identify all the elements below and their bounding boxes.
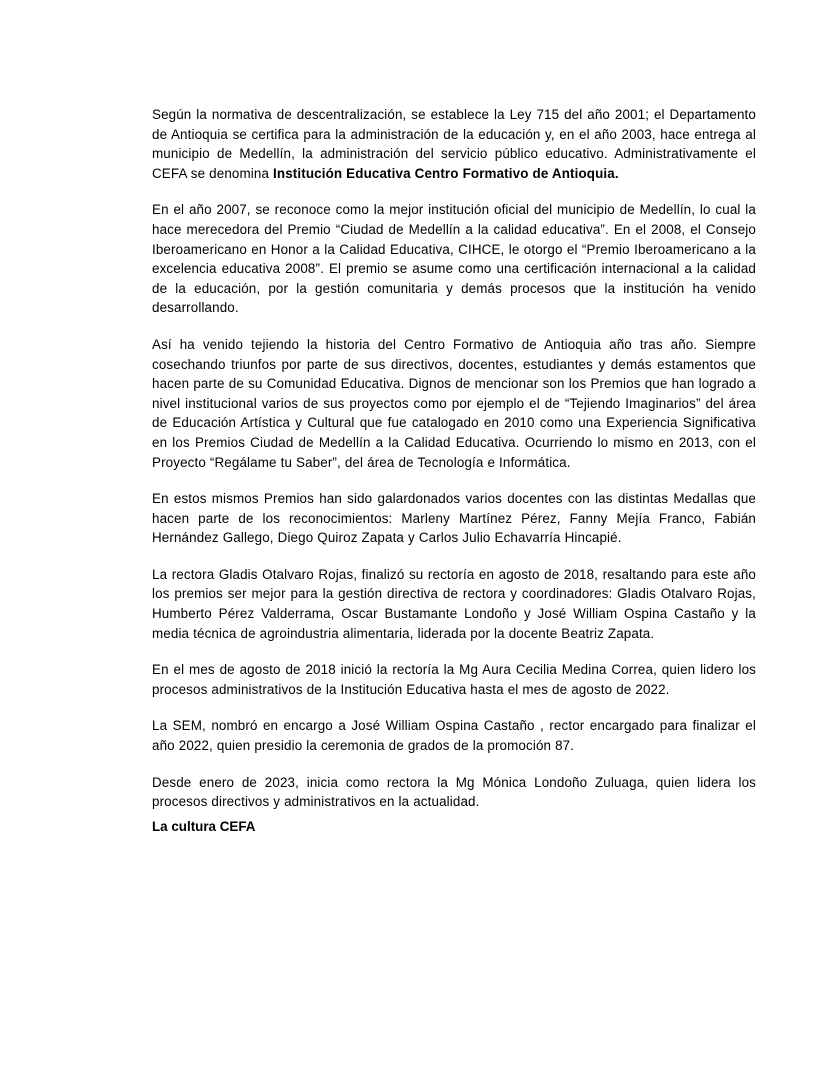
paragraph	[152, 335, 756, 472]
text-run: En el año 2007, se reconoce como la mejor institución oficial del municipio de Medellín, lo cual la hace merecedora del Premio “Ciudad de Medellín a la calidad educativa”. En el 2008, el Consejo Iberoamericano en Honor a la Calidad Educativa, CIHCE, le otorgo el “Premio Iberoamericano a la excelencia educativa 2008”. El premio se asume como una certificación internacional a la calidad de la educación, por la gestión comunitaria y demás procesos que la institución ha venido desarrollando.	[152, 202, 756, 316]
text-run: Según la normativa de descentralización, se establece la Ley 715 del año 2001; el Departamento de Antioquia se certifica para la administración de la educación y, en el año 2003, hace entrega al municipio de Medellín, la administración del servicio público educativo. Administrativamente el CEFA se denomina	[152, 107, 756, 181]
text-run: Desde enero de 2023, inicia como rectora la Mg Mónica Londoño Zuluaga, quien lidera los procesos directivos y administrativos en la actualidad.	[152, 774, 756, 810]
text-run: La SEM, nombró en encargo a José William Ospina Castaño , rector encargado para finalizar el año 2022, quien presidio la ceremonia de grados de la promoción 87.	[152, 718, 756, 754]
paragraph	[152, 200, 756, 318]
text-run: En el mes de agosto de 2018 inició la rectoría la Mg Aura Cecilia Medina Correa, quien lidero los procesos administrativos de la Institución Educativa hasta el mes de agosto de 2022.	[152, 662, 756, 697]
paragraph	[152, 489, 756, 548]
section-heading-la-cultura-cefa: La cultura CEFA	[152, 818, 256, 834]
text-run: La rectora Gladis Otalvaro Rojas, finalizó su rectoría en agosto de 2018, resaltando para este año los premios ser mejor para la gestión directiva de rectora y coordinadores: Gladis Otalvaro Rojas, Humberto Pérez Valderrama, Oscar Bustamante Londoño y José William Ospina Castaño y la media técnica de agroindustria alimentaria, liderada por la docente Beatriz Zapata.	[152, 566, 756, 641]
document-text-body	[152, 105, 756, 836]
paragraph	[152, 716, 756, 755]
text-run: En estos mismos Premios han sido galardonados varios docentes con las distintas Medallas que hacen parte de los reconocimientos: Marleny Martínez Pérez, Fanny Mejía Franco, Fabián Hernández Gallego, Diego Quiroz Zapata y Carlos Julio Echavarría Hincapié.	[152, 491, 756, 546]
paragraph	[152, 105, 756, 183]
paragraph	[152, 565, 756, 643]
text-run: Así ha venido tejiendo la historia del Centro Formativo de Antioquia año tras año. Siempre cosechando triunfos por parte de sus directivos, docentes, estudiantes y demás estamentos que hacen parte de su Comunidad Educativa. Dignos de mencionar son los Premios que han logrado a nivel institucional varios de sus proyectos como por ejemplo el de “Tejiendo Imaginarios” del área de Educación Artística y Cultural que fue catalogado en 2010 como una Experiencia Significativa en los Premios Ciudad de Medellín a la Calidad Educativa. Ocurriendo lo mismo en 2013, con el Proyecto “Regálame tu Saber”, del área de Tecnología e Informática.	[152, 336, 756, 470]
paragraph	[152, 773, 756, 812]
paragraph-container	[152, 105, 756, 812]
bold-text-run: Institución Educativa Centro Formativo de Antioquia.	[273, 165, 619, 181]
paragraph	[152, 660, 756, 699]
